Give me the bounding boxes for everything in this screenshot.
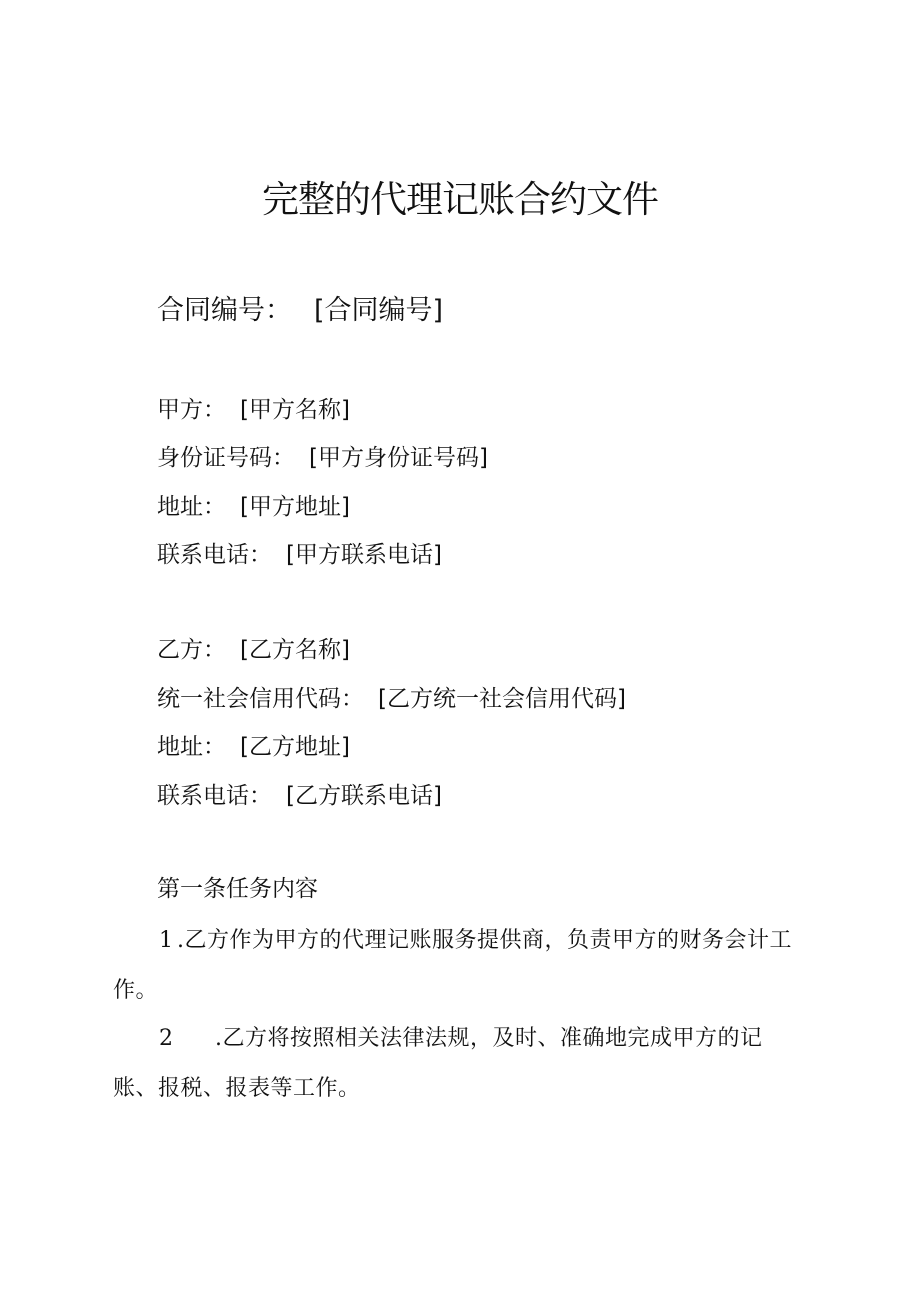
party-b-name-value: [乙方名称] — [240, 637, 350, 663]
clause-1 — [113, 916, 793, 1016]
party-b-credit-code-label: 统一社会信用代码： — [157, 686, 364, 712]
party-a-id-value: [甲方身份证号码] — [309, 445, 488, 471]
party-a-name-value: [甲方名称] — [240, 397, 350, 423]
party-a-address-line — [157, 491, 350, 523]
party-b-phone-line — [157, 780, 442, 812]
party-b-address-label: 地址： — [157, 734, 226, 760]
party-b-phone-value: [乙方联系电话] — [286, 783, 442, 809]
party-a-phone-line — [157, 539, 442, 571]
contract-number-label: 合同编号： — [157, 295, 292, 326]
party-b-phone-label: 联系电话： — [157, 783, 272, 809]
clause-1-number: 1 — [159, 928, 173, 953]
party-b-credit-code-line — [157, 683, 626, 715]
party-a-id-label: 身份证号码： — [157, 445, 295, 471]
party-a-address-label: 地址： — [157, 494, 226, 520]
party-b-address-value: [乙方地址] — [240, 734, 350, 760]
party-a-phone-value: [甲方联系电话] — [286, 542, 442, 568]
document-title: 完整的代理记账合约文件 — [262, 178, 658, 221]
clause-1-text: .乙方作为甲方的代理记账服务提供商，负责甲方的财务会计工作。 — [113, 928, 792, 1003]
clause-2-text: .乙方将按照相关法律法规，及时、准确地完成甲方的记账、报税、报表等工作。 — [113, 1026, 763, 1101]
party-a-id-line — [157, 442, 488, 474]
contract-number-line — [157, 292, 443, 330]
party-b-address-line — [157, 731, 350, 763]
party-b-credit-code-value: [乙方统一社会信用代码] — [378, 686, 626, 712]
party-b-name-line — [157, 634, 350, 666]
clause-2 — [113, 1014, 793, 1114]
party-a-name-line — [157, 394, 350, 426]
party-a-phone-label: 联系电话： — [157, 542, 272, 568]
article-1-heading: 第一条任务内容 — [157, 876, 318, 902]
contract-number-value: [合同编号] — [314, 295, 444, 326]
party-a-address-value: [甲方地址] — [240, 494, 350, 520]
party-b-name-label: 乙方： — [157, 637, 226, 663]
clause-2-number: 2 — [159, 1026, 173, 1051]
party-a-name-label: 甲方： — [157, 397, 226, 423]
